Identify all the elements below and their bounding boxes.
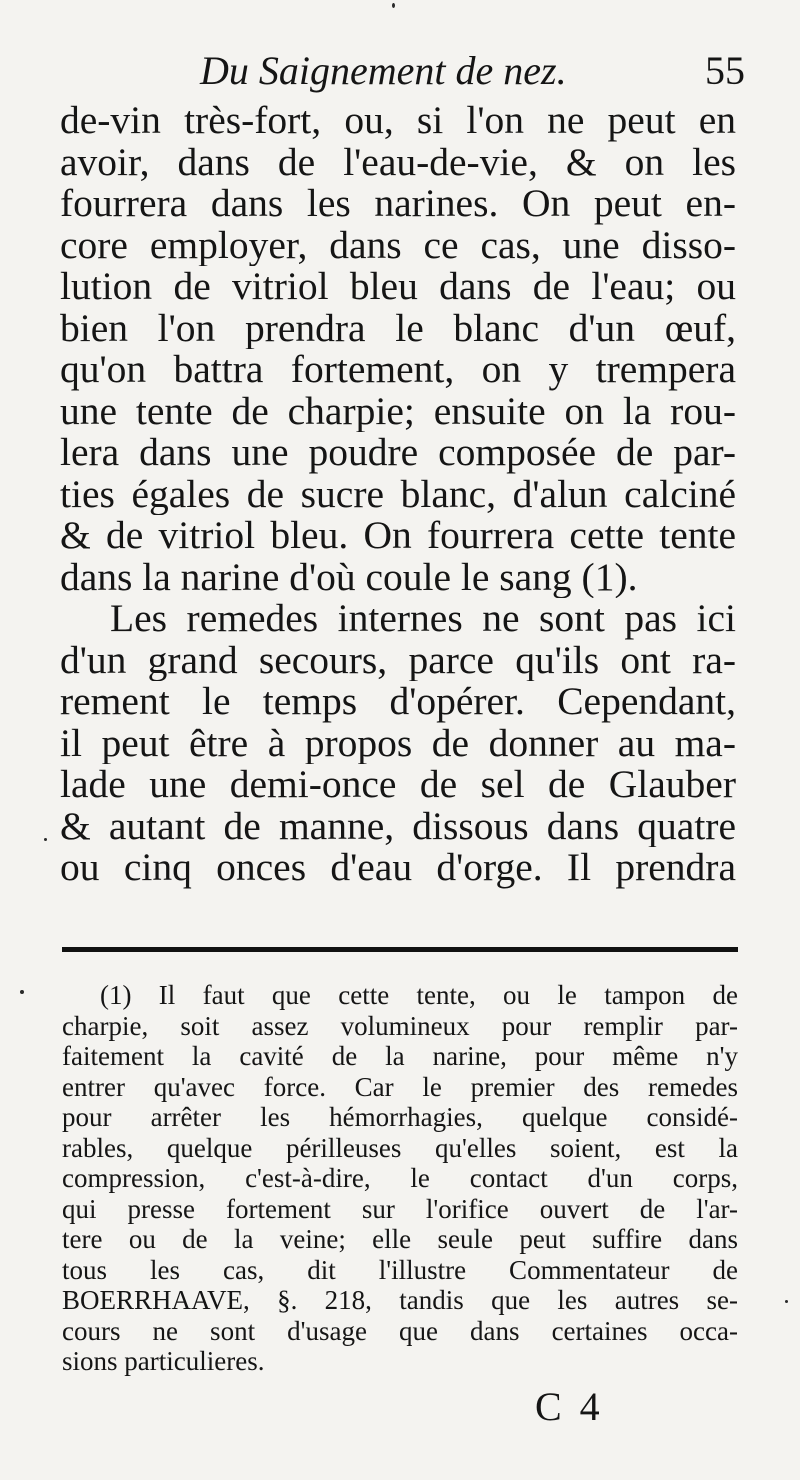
body-line: & de vitriol bleu. On fourrera cette tente <box>60 515 736 557</box>
footnote-line: cours ne sont d'usage que dans certaines occa- <box>62 1315 738 1346</box>
running-title: Du Saignement de nez. <box>200 48 567 93</box>
footnote-line: sions particulieres. <box>62 1346 265 1376</box>
body-line: & autant de manne, dissous dans quatre <box>60 805 736 847</box>
scan-speck <box>20 990 24 994</box>
body-line: lera dans une poudre composée de par- <box>60 432 736 474</box>
body-line: une tente de charpie; ensuite on la rou- <box>60 390 736 432</box>
body-line: avoir, dans de l'eau-de-vie, & on les <box>60 141 736 183</box>
footnote-line: qui presse fortement sur l'orifice ouvert de l'ar- <box>62 1193 738 1224</box>
body-line: lution de vitriol bleu dans de l'eau; ou <box>60 266 736 308</box>
body-text <box>60 100 736 889</box>
footnote-line: tere ou de la veine; elle seule peut suffire dans <box>62 1224 738 1254</box>
scan-speck <box>44 838 47 841</box>
body-line: Les remedes internes ne sont pas ici <box>110 598 736 640</box>
scan-speck <box>392 3 395 8</box>
footnote-line: BOERRHAAVE, §. 218, tandis que les autres se- <box>62 1285 738 1315</box>
footnote-rule <box>62 947 738 952</box>
body-line: de-vin très-fort, ou, si l'on ne peut en <box>60 100 736 142</box>
footnote-line: faitement la cavité de la narine, pour même n'y <box>62 1041 738 1071</box>
footnote-line: entrer qu'avec force. Car le premier des remedes <box>62 1071 738 1102</box>
footnote-line: tous les cas, dit l'illustre Commentateur de <box>62 1254 738 1285</box>
body-line: ties égales de sucre blanc, d'alun calciné <box>60 473 736 515</box>
body-line: ou cinq onces d'eau d'orge. Il prendra <box>60 847 736 889</box>
body-line: lade une demi-once de sel de Glauber <box>60 764 736 806</box>
body-line: d'un grand secours, parce qu'ils ont ra- <box>60 639 736 681</box>
body-line: fourrera dans les narines. On peut en- <box>60 183 736 225</box>
body-line: bien l'on prendra le blanc d'un œuf, <box>60 307 736 349</box>
body-line: qu'on battra fortement, on y trempera <box>60 349 736 391</box>
signature-mark: C 4 <box>535 1384 604 1429</box>
running-head <box>200 46 745 96</box>
footnote-line: compression, c'est-à-dire, le contact d'un corps, <box>62 1163 738 1193</box>
footnote-line: pour arrêter les hémorrhagies, quelque considé- <box>62 1102 738 1132</box>
page-number: 55 <box>705 48 745 93</box>
body-line: il peut être à propos de donner au ma- <box>60 722 736 764</box>
body-line: rement le temps d'opérer. Cependant, <box>60 681 736 723</box>
footnote-line: (1) Il faut que cette tente, ou le tampon de <box>100 980 738 1010</box>
footnote-line: rables, quelque périlleuses qu'elles soient, est la <box>62 1132 738 1163</box>
footnote <box>62 980 738 1377</box>
footnote-line: charpie, soit assez volumineux pour remplir par- <box>62 1010 738 1041</box>
body-line: dans la narine d'où coule le sang (1). <box>60 556 638 598</box>
body-line: core employer, dans ce cas, une disso- <box>60 224 736 266</box>
scan-speck <box>785 1300 788 1303</box>
